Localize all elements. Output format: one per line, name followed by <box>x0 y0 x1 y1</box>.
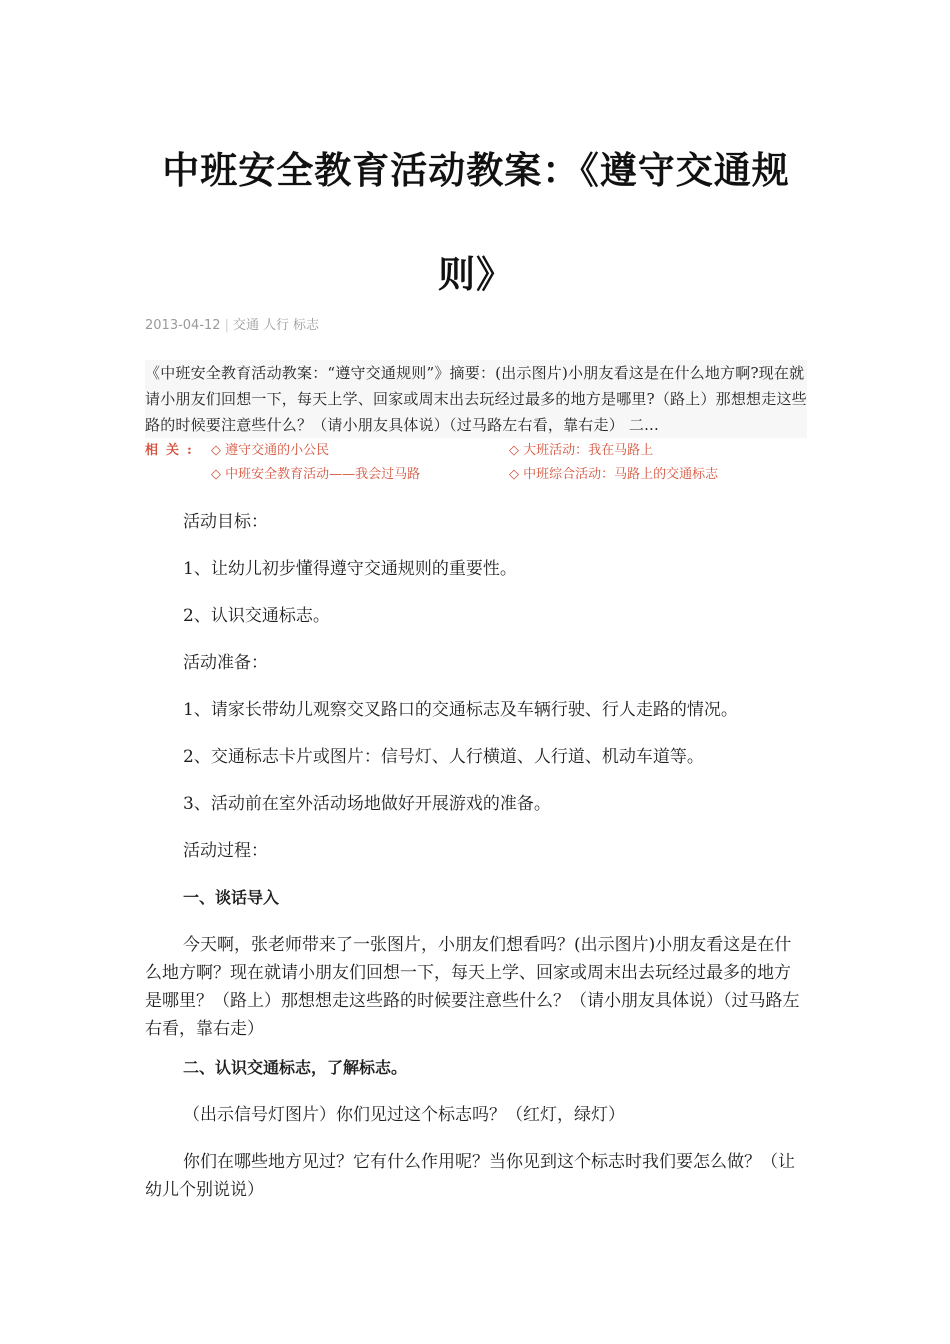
publish-date: 2013-04-12 <box>145 318 221 333</box>
goal-item: 1、让幼儿初步懂得遵守交通规则的重要性。 <box>183 559 517 579</box>
body-paragraph: （出示信号灯图片）你们见过这个标志吗？（红灯，绿灯） <box>183 1105 625 1125</box>
goal-item: 2、认识交通标志。 <box>183 606 330 626</box>
article-summary: 《中班安全教育活动教案：“遵守交通规则”》摘要：(出示图片)小朋友看这是在什么地方啊?现在就请小朋友们回想一下，每天上学、回家或周末出去玩经过最多的地方是哪里?（路上）那想想走这些路的时候要注意些什么？（请小朋友具体说）（过马路左右看，靠右走） 二... <box>145 360 807 438</box>
related-link[interactable]: ◇ 中班综合活动：马路上的交通标志 <box>509 467 719 482</box>
article-meta <box>145 314 323 333</box>
step-heading: 一、谈话导入 <box>183 888 280 907</box>
body-paragraph: 你们在哪些地方见过？它有什么作用呢？当你见到这个标志时我们要怎么做？（让幼儿个别说说） <box>145 1152 795 1200</box>
step-heading: 二、认识交通标志，了解标志。 <box>183 1058 408 1077</box>
related-link[interactable]: ◇ 大班活动：我在马路上 <box>509 443 654 458</box>
tag-link[interactable]: 人行 <box>262 318 289 333</box>
tag-link[interactable]: 标志 <box>292 318 319 333</box>
section-heading-preparation: 活动准备： <box>183 653 268 673</box>
page-title: 中班安全教育活动教案：《遵守交通规则》 <box>162 148 790 296</box>
preparation-item: 1、请家长带幼儿观察交叉路口的交通标志及车辆行驶、行人走路的情况。 <box>183 700 738 720</box>
preparation-item: 2、交通标志卡片或图片：信号灯、人行横道、人行道、机动车道等。 <box>183 747 704 767</box>
related-link[interactable]: ◇ 遵守交通的小公民 <box>211 443 330 458</box>
related-link[interactable]: ◇ 中班安全教育活动——我会过马路 <box>211 467 421 482</box>
related-label: 相关: <box>145 443 200 458</box>
meta-separator: | <box>224 318 229 333</box>
tag-link[interactable]: 交通 <box>232 318 259 333</box>
preparation-item: 3、活动前在室外活动场地做好开展游戏的准备。 <box>183 794 551 814</box>
body-paragraph: 今天啊，张老师带来了一张图片，小朋友们想看吗？(出示图片)小朋友看这是在什么地方啊？现在就请小朋友们回想一下，每天上学、回家或周末出去玩经过最多的地方是哪里？（路上）那想想走这些路的时候要注意些什么？（请小朋友具体说）（过马路左右看，靠右走） <box>145 935 800 1039</box>
section-heading-process: 活动过程： <box>183 841 268 861</box>
section-heading-goals: 活动目标： <box>183 512 268 532</box>
